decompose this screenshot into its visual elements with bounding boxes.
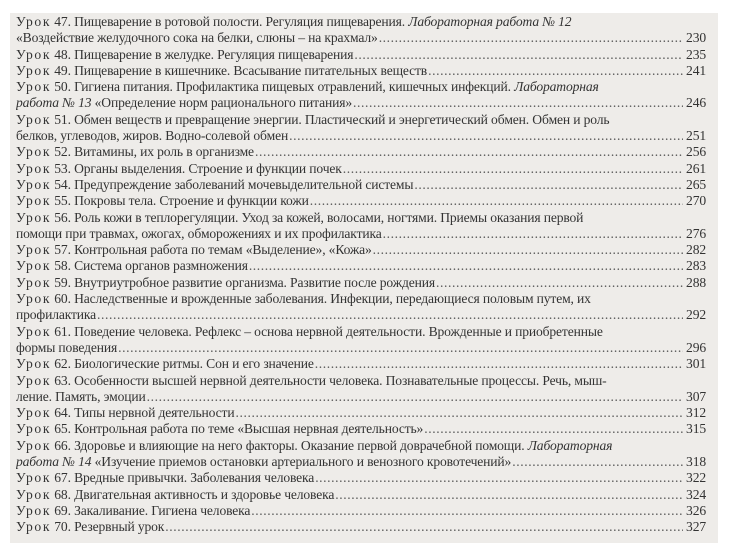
- entry-text: [16, 30, 378, 46]
- toc-line: [16, 340, 706, 356]
- dot-leader: [147, 389, 683, 405]
- dot-leader: [414, 177, 683, 193]
- toc-line: [16, 47, 706, 63]
- lesson-number: 57.: [54, 242, 71, 258]
- lesson-number: 67.: [54, 470, 71, 486]
- entry-text: [16, 340, 117, 356]
- lesson-title: Контрольная работа по теме «Высшая нервная деятельность»: [74, 421, 424, 437]
- lesson-number: 65.: [54, 421, 71, 437]
- page-number: 327: [686, 519, 706, 535]
- lesson-title: Пищеварение в кишечнике. Всасывание питательных веществ: [74, 62, 428, 78]
- dot-leader: [353, 95, 683, 111]
- lesson-number: 50.: [54, 79, 71, 95]
- toc-entry[interactable]: [16, 14, 706, 47]
- lesson-title: Биологические ритмы. Сон и его значение: [74, 356, 314, 372]
- lesson-title: помощи при травмах, ожогах, обморожениях и их профилактика: [16, 225, 382, 241]
- page-number: 256: [686, 144, 706, 160]
- lesson-title: «Изучение приемов остановки артериального и венозного кровотечений»: [91, 454, 512, 470]
- lesson-title: ление. Память, эмоции: [16, 388, 146, 404]
- lesson-prefix: Урок: [16, 193, 52, 209]
- entry-text: [16, 14, 571, 30]
- lesson-prefix: Урок: [16, 209, 52, 225]
- lesson-prefix: Урок: [16, 176, 52, 192]
- entry-text: [16, 454, 511, 470]
- dot-leader: [97, 307, 683, 323]
- lesson-number: 66.: [54, 437, 71, 453]
- dot-leader: [118, 340, 683, 356]
- toc-line: [16, 258, 706, 274]
- entry-text: [16, 177, 413, 193]
- lesson-number: 63.: [54, 372, 71, 388]
- entry-text: [16, 63, 427, 79]
- lesson-title: белков, углеводов, жиров. Водно-солевой обмен: [16, 128, 289, 144]
- italic-text: Лабораторная работа № 12: [408, 14, 572, 29]
- toc-line: [16, 454, 706, 470]
- toc-entry[interactable]: [16, 373, 706, 406]
- toc-line: [16, 30, 706, 46]
- lesson-prefix: Урок: [16, 14, 52, 29]
- lesson-title: Резервный урок: [74, 519, 165, 535]
- page-number: 235: [686, 46, 706, 62]
- dot-leader: [512, 454, 683, 470]
- entry-text: [16, 47, 353, 63]
- page-number: 251: [686, 128, 706, 144]
- lesson-number: 60.: [54, 291, 71, 307]
- toc-entry[interactable]: [16, 210, 706, 243]
- toc-entry[interactable]: [16, 421, 706, 437]
- italic-text: Лабораторная: [527, 437, 613, 453]
- lesson-title: Закаливание. Гигиена человека: [74, 502, 251, 518]
- dot-leader: [335, 487, 683, 503]
- lesson-prefix: Урок: [16, 242, 52, 258]
- lesson-prefix: Урок: [16, 111, 52, 127]
- table-of-contents: [16, 14, 706, 536]
- entry-text: [16, 291, 591, 307]
- entry-text: [16, 128, 288, 144]
- lesson-prefix: Урок: [16, 79, 52, 95]
- entry-text: [16, 193, 309, 209]
- lesson-title: Двигательная активность и здоровье человека: [74, 486, 335, 502]
- toc-line: [16, 128, 706, 144]
- lesson-number: 51.: [54, 111, 71, 127]
- lesson-prefix: Урок: [16, 258, 52, 274]
- toc-line: [16, 95, 706, 111]
- entry-text: [16, 275, 435, 291]
- toc-entry[interactable]: [16, 258, 706, 274]
- lesson-number: 58.: [54, 258, 71, 274]
- toc-line: [16, 438, 706, 454]
- dot-leader: [249, 258, 683, 274]
- toc-line: [16, 14, 706, 30]
- toc-line: [16, 307, 706, 323]
- page-number: 246: [686, 95, 706, 111]
- toc-line: [16, 144, 706, 160]
- page-number: 288: [686, 274, 706, 290]
- toc-line: [16, 487, 706, 503]
- dot-leader: [373, 242, 683, 258]
- entry-text: [16, 112, 609, 128]
- dot-leader: [436, 275, 683, 291]
- lesson-title: профилактика: [16, 307, 97, 323]
- page-number: 283: [686, 258, 706, 274]
- lesson-title: Вредные привычки. Заболевания человека: [74, 470, 315, 486]
- toc-line: [16, 63, 706, 79]
- page-number: 292: [686, 307, 706, 323]
- toc-entry[interactable]: [16, 112, 706, 145]
- toc-entry[interactable]: [16, 405, 706, 421]
- entry-text: [16, 470, 314, 486]
- lesson-title: «Определение норм рационального питания»: [91, 95, 352, 111]
- toc-entry[interactable]: [16, 438, 706, 471]
- entry-text: [16, 519, 164, 535]
- lesson-title: Роль кожи в теплорегуляции. Уход за кожей, волосами, ногтями. Приемы оказания первой: [74, 209, 584, 225]
- dot-leader: [379, 30, 683, 46]
- toc-line: [16, 503, 706, 519]
- page-number: 261: [686, 160, 706, 176]
- lesson-prefix: Урок: [16, 46, 52, 62]
- entry-text: [16, 307, 96, 323]
- page-number: 312: [686, 405, 706, 421]
- page-number: 315: [686, 421, 706, 437]
- entry-text: [16, 356, 314, 372]
- lesson-prefix: Урок: [16, 372, 52, 388]
- lesson-title: Контрольная работа по темам «Выделение», «Кожа»: [74, 242, 372, 258]
- dot-leader: [251, 503, 683, 519]
- toc-line: [16, 519, 706, 535]
- lesson-number: 62.: [54, 356, 71, 372]
- lesson-prefix: Урок: [16, 405, 52, 421]
- entry-text: [16, 389, 146, 405]
- dot-leader: [165, 519, 683, 535]
- toc-entry[interactable]: [16, 324, 706, 357]
- entry-text: [16, 487, 334, 503]
- toc-line: [16, 324, 706, 340]
- lesson-prefix: Урок: [16, 470, 52, 486]
- lesson-title: Предупреждение заболеваний мочевыделительной системы: [74, 176, 414, 192]
- lesson-prefix: Урок: [16, 160, 52, 176]
- toc-line: [16, 421, 706, 437]
- lesson-number: 61.: [54, 323, 71, 339]
- lesson-title: Гигиена питания. Профилактика пищевых отравлений, кишечных инфекций.: [74, 79, 515, 95]
- toc-line: [16, 242, 706, 258]
- toc-entry[interactable]: [16, 144, 706, 160]
- dot-leader: [354, 47, 683, 63]
- dot-leader: [315, 356, 683, 372]
- lesson-prefix: Урок: [16, 437, 52, 453]
- entry-text: [16, 161, 342, 177]
- dot-leader: [383, 226, 683, 242]
- dot-leader: [235, 405, 683, 421]
- lesson-title: формы поведения: [16, 339, 118, 355]
- entry-text: [16, 79, 599, 95]
- page-number: 326: [686, 502, 706, 518]
- lesson-prefix: Урок: [16, 291, 52, 307]
- lesson-title: Обмен веществ и превращение энергии. Пластический и энергетический обмен. Обмен и роль: [74, 111, 610, 127]
- lesson-number: 52.: [54, 144, 71, 160]
- toc-entry[interactable]: [16, 161, 706, 177]
- toc-line: [16, 470, 706, 486]
- page-number: 230: [686, 30, 706, 46]
- page-number: 282: [686, 242, 706, 258]
- lesson-number: 68.: [54, 486, 71, 502]
- toc-line: [16, 161, 706, 177]
- entry-text: [16, 242, 372, 258]
- entry-text: [16, 503, 250, 519]
- entry-text: [16, 210, 583, 226]
- lesson-prefix: Урок: [16, 486, 52, 502]
- lesson-title: Внутриутробное развитие организма. Развитие после рождения: [74, 274, 435, 290]
- toc-line: [16, 177, 706, 193]
- page-number: 322: [686, 470, 706, 486]
- entry-text: [16, 258, 248, 274]
- lesson-number: 56.: [54, 209, 71, 225]
- lesson-prefix: Урок: [16, 144, 52, 160]
- lesson-number: 64.: [54, 405, 71, 421]
- toc-line: [16, 405, 706, 421]
- toc-line: [16, 275, 706, 291]
- entry-text: [16, 144, 254, 160]
- lesson-prefix: Урок: [16, 519, 52, 535]
- lesson-title: Система органов размножения: [74, 258, 248, 274]
- lesson-prefix: Урок: [16, 62, 52, 78]
- toc-entry[interactable]: [16, 47, 706, 63]
- dot-leader: [255, 144, 683, 160]
- toc-entry[interactable]: [16, 275, 706, 291]
- dot-leader: [424, 421, 683, 437]
- lesson-title: «Воздействие желудочного сока на белки, слюны – на крахмал»: [16, 30, 378, 46]
- toc-entry[interactable]: [16, 356, 706, 372]
- lesson-number: 59.: [54, 274, 71, 290]
- dot-leader: [428, 63, 683, 79]
- toc-entry[interactable]: [16, 470, 706, 486]
- page-number: 270: [686, 193, 706, 209]
- page-number: 324: [686, 486, 706, 502]
- lesson-number: 48.: [54, 46, 71, 62]
- toc-entry[interactable]: [16, 487, 706, 503]
- toc-entry[interactable]: [16, 177, 706, 193]
- lesson-prefix: Урок: [16, 356, 52, 372]
- toc-entry[interactable]: [16, 503, 706, 519]
- page-number: 276: [686, 225, 706, 241]
- entry-text: [16, 373, 607, 389]
- toc-entry[interactable]: [16, 519, 706, 535]
- toc-entry[interactable]: [16, 79, 706, 112]
- toc-line: [16, 193, 706, 209]
- lesson-prefix: Урок: [16, 323, 52, 339]
- toc-line: [16, 356, 706, 372]
- lesson-title: Наследственные и врожденные заболевания. Инфекции, передающиеся половым путем, их: [74, 291, 591, 307]
- entry-text: [16, 421, 423, 437]
- lesson-number: 49.: [54, 62, 71, 78]
- lesson-title: Покровы тела. Строение и функции кожи: [74, 193, 309, 209]
- entry-text: [16, 226, 382, 242]
- lesson-number: 70.: [54, 519, 71, 535]
- dot-leader: [289, 128, 683, 144]
- entry-text: [16, 405, 234, 421]
- lesson-number: 69.: [54, 502, 71, 518]
- lesson-number: 53.: [54, 160, 71, 176]
- lesson-title: Витамины, их роль в организме: [74, 144, 254, 160]
- dot-leader: [343, 161, 683, 177]
- entry-text: [16, 438, 612, 454]
- toc-line: [16, 389, 706, 405]
- italic-text: работа № 13: [16, 95, 92, 111]
- dot-leader: [315, 470, 683, 486]
- page-number: 241: [686, 62, 706, 78]
- lesson-number: 54.: [54, 176, 71, 192]
- lesson-title: Поведение человека. Рефлекс – основа нервной деятельности. Врожденные и приобретенные: [74, 323, 603, 339]
- lesson-title: Особенности высшей нервной деятельности человека. Познавательные процессы. Речь, мыш-: [74, 372, 607, 388]
- toc-line: [16, 373, 706, 389]
- page-number: 265: [686, 176, 706, 192]
- lesson-prefix: Урок: [16, 421, 52, 437]
- toc-entry[interactable]: [16, 63, 706, 79]
- dot-leader: [310, 193, 683, 209]
- toc-line: [16, 226, 706, 242]
- entry-text: [16, 324, 603, 340]
- lesson-title: Типы нервной деятельности: [74, 405, 235, 421]
- toc-entry[interactable]: [16, 291, 706, 324]
- lesson-number: 55.: [54, 193, 71, 209]
- italic-text: Лабораторная: [514, 79, 599, 95]
- toc-line: [16, 210, 706, 226]
- lesson-title: Органы выделения. Строение и функции почек: [74, 160, 342, 176]
- page-number: 318: [686, 454, 706, 470]
- italic-text: работа № 14: [16, 454, 92, 470]
- page-number: 307: [686, 388, 706, 404]
- lesson-title: Пищеварение в желудке. Регуляция пищеварения: [74, 46, 354, 62]
- toc-line: [16, 79, 706, 95]
- toc-entry[interactable]: [16, 193, 706, 209]
- page-number: 296: [686, 339, 706, 355]
- lesson-title: Пищеварение в ротовой полости. Регуляция пищеварения.: [74, 14, 409, 29]
- toc-line: [16, 112, 706, 128]
- toc-entry[interactable]: [16, 242, 706, 258]
- lesson-prefix: Урок: [16, 274, 52, 290]
- lesson-number: 47.: [54, 14, 71, 29]
- entry-text: [16, 95, 352, 111]
- page-number: 301: [686, 356, 706, 372]
- lesson-title: Здоровье и влияющие на него факторы. Оказание первой доврачебной помощи.: [74, 437, 528, 453]
- lesson-prefix: Урок: [16, 502, 52, 518]
- toc-line: [16, 291, 706, 307]
